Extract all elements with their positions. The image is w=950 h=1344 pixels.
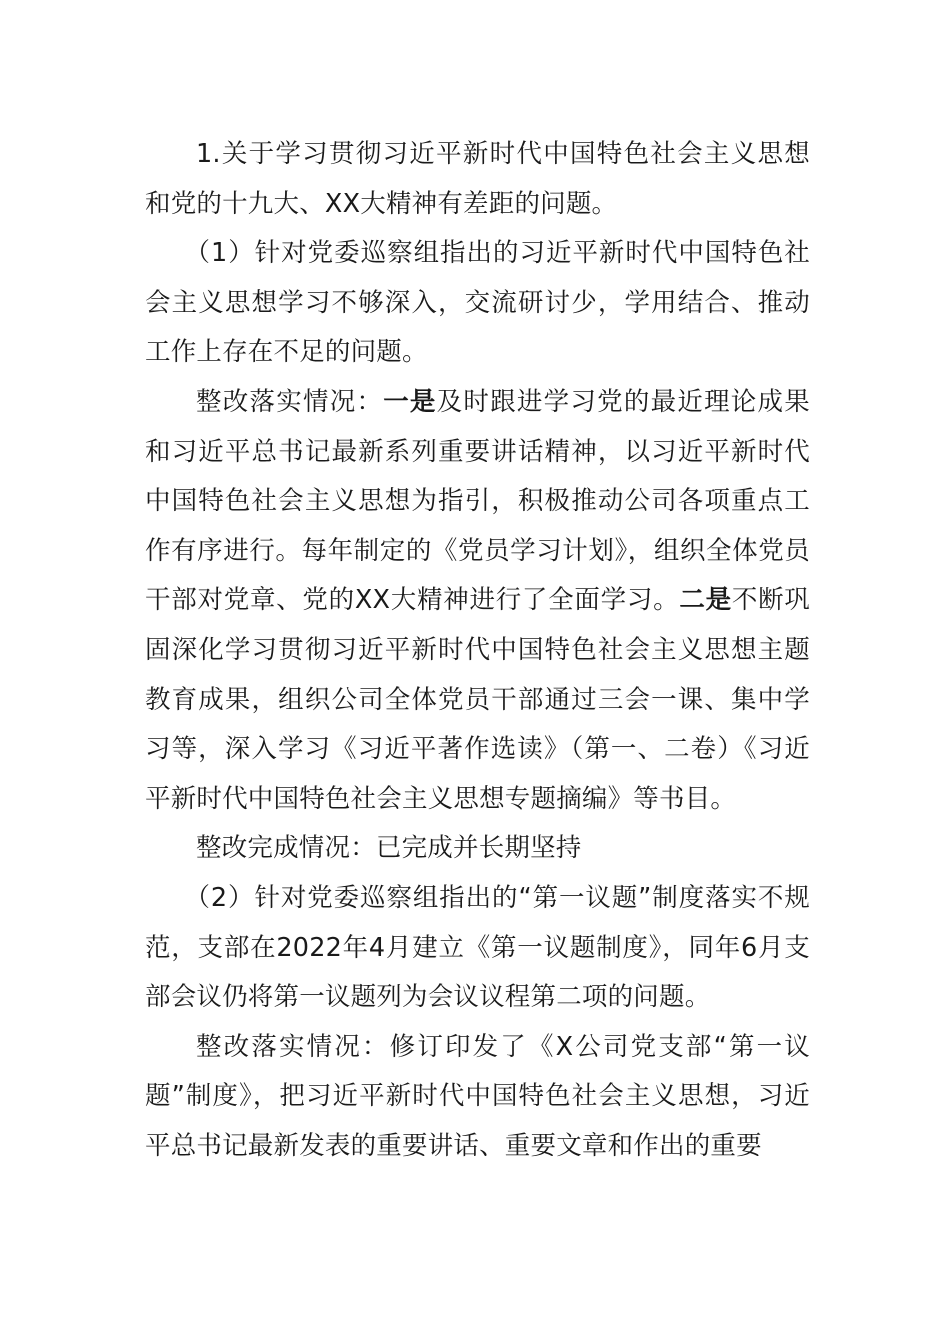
point2-label: 二是 (679, 585, 732, 616)
item1-rectification (145, 378, 810, 824)
rectification-label: 整改落实情况： (196, 386, 384, 417)
item1-completion: 整改完成情况：已完成并长期坚持 (196, 833, 582, 864)
section-heading: 1.关于学习贯彻习近平新时代中国特色社会主义思想和党的十九大、XX大精神有差距的问题。 (145, 139, 810, 219)
document-body (145, 130, 810, 1171)
item1-issue: （1）针对党委巡察组指出的习近平新时代中国特色社会主义思想学习不够深入，交流研讨少，学用结合、推动工作上存在不足的问题。 (145, 238, 810, 368)
point1-label: 一是 (383, 386, 437, 417)
item2-rectification: 整改落实情况：修订印发了《X公司党支部“第一议题”制度》，把习近平新时代中国特色社会主义思想，习近平总书记最新发表的重要讲话、重要文章和作出的重要 (145, 1031, 810, 1161)
item2-issue: （2）针对党委巡察组指出的“第一议题”制度落实不规范，支部在2022年4月建立《第一议题制度》，同年6月支部会议仍将第一议题列为会议议程第二项的问题。 (145, 882, 810, 1013)
point2-text: 不断巩固深化学习贯彻习近平新时代中国特色社会主义思想主题教育成果，组织公司全体党员干部通过三会一课、集中学习等，深入学习《习近平著作选读》（第一、二卷）《习近平新时代中国特色社会主义思想专题摘编》等书目。 (145, 585, 810, 814)
point1-text: 及时跟进学习党的最近理论成果和习近平总书记最新系列重要讲话精神，以习近平新时代中国特色社会主义思想为指引，积极推动公司各项重点工作有序进行。每年制定的《党员学习计划》，组织全体党员干部对党章、党的XX大精神进行了全面学习。 (145, 386, 810, 616)
